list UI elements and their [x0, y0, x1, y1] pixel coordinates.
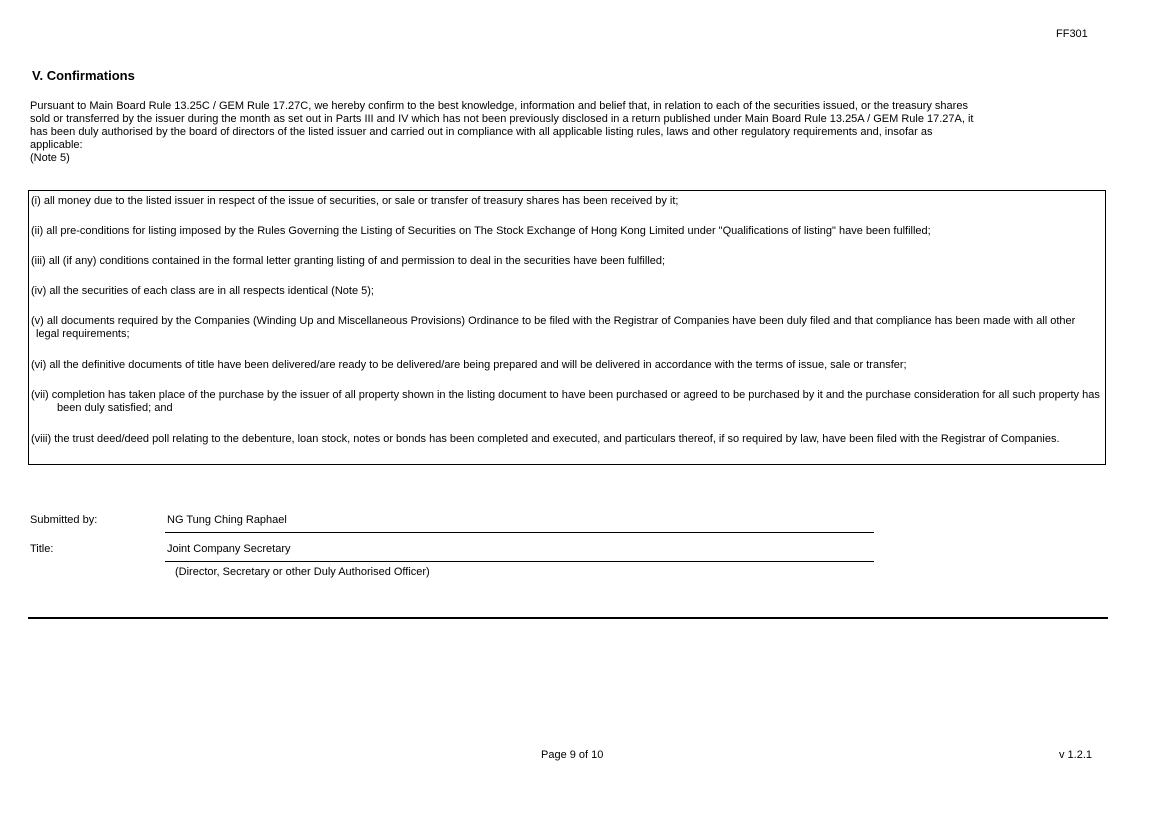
intro-paragraph	[30, 100, 1110, 165]
title-label: Title:	[30, 543, 54, 555]
page-number: Page 9 of 10	[541, 749, 604, 761]
version-label: v 1.2.1	[1059, 749, 1093, 761]
submitted-by-value: NG Tung Ching Raphael	[167, 514, 287, 526]
title-underline	[165, 561, 874, 562]
submitted-by-label: Submitted by:	[30, 514, 98, 526]
intro-note: (Note 5)	[30, 152, 70, 164]
section-title: V. Confirmations	[32, 68, 135, 83]
confirmation-item: (iii) all (if any) conditions contained in the formal letter granting listing of and permission to deal in the securities have been fulfilled;	[31, 255, 666, 267]
intro-line: applicable:	[30, 139, 83, 151]
confirmation-item: (i) all money due to the listed issuer in respect of the issue of securities, or sale or transfer of treasury shares has been received by it;	[31, 195, 679, 207]
confirmation-item: (v) all documents required by the Companies (Winding Up and Miscellaneous Provisions) Ordinance to be filed with the Registrar of Companies have been duly filed and that compliance has been made with all other legal requirements;	[31, 315, 1076, 340]
confirmation-item: (viii) the trust deed/deed poll relating to the debenture, loan stock, notes or bonds has been completed and executed, and particulars thereof, if so required by law, have been filed with the Registrar of Companies.	[31, 433, 1060, 445]
footer-divider	[28, 617, 1108, 619]
submitted-by-underline	[165, 532, 874, 533]
confirmation-item: (vi) all the definitive documents of title have been delivered/are ready to be delivered/are being prepared and will be delivered in accordance with the terms of issue, sale or transfer;	[31, 359, 907, 371]
confirmation-item: (ii) all pre-conditions for listing imposed by the Rules Governing the Listing of Securities on The Stock Exchange of Hong Kong Limited under "Qualifications of listing" have been fulfilled;	[31, 225, 931, 237]
capacity-note: (Director, Secretary or other Duly Authorised Officer)	[175, 566, 430, 578]
title-value: Joint Company Secretary	[167, 543, 291, 555]
intro-line: sold or transferred by the issuer during the month as set out in Parts III and IV which has not been previously disclosed in a return published under Main Board Rule 13.25A / GEM Rule 17.27A, it	[30, 113, 974, 125]
intro-line: has been duly authorised by the board of directors of the listed issuer and carried out in compliance with all applicable listing rules, laws and other regulatory requirements and, insofar as	[30, 126, 933, 138]
form-code: FF301	[1056, 28, 1088, 40]
intro-line: Pursuant to Main Board Rule 13.25C / GEM Rule 17.27C, we hereby confirm to the best knowledge, information and belief that, in relation to each of the securities issued, or the treasury shares	[30, 100, 968, 112]
confirmation-item: (vii) completion has taken place of the purchase by the issuer of all property shown in the listing document to have been purchased or agreed to be purchased by it and the purchase consideration for all such property has been duly satisfied; and	[31, 389, 1100, 414]
confirmation-item: (iv) all the securities of each class are in all respects identical (Note 5);	[31, 285, 374, 297]
confirmations-box	[28, 190, 1106, 465]
